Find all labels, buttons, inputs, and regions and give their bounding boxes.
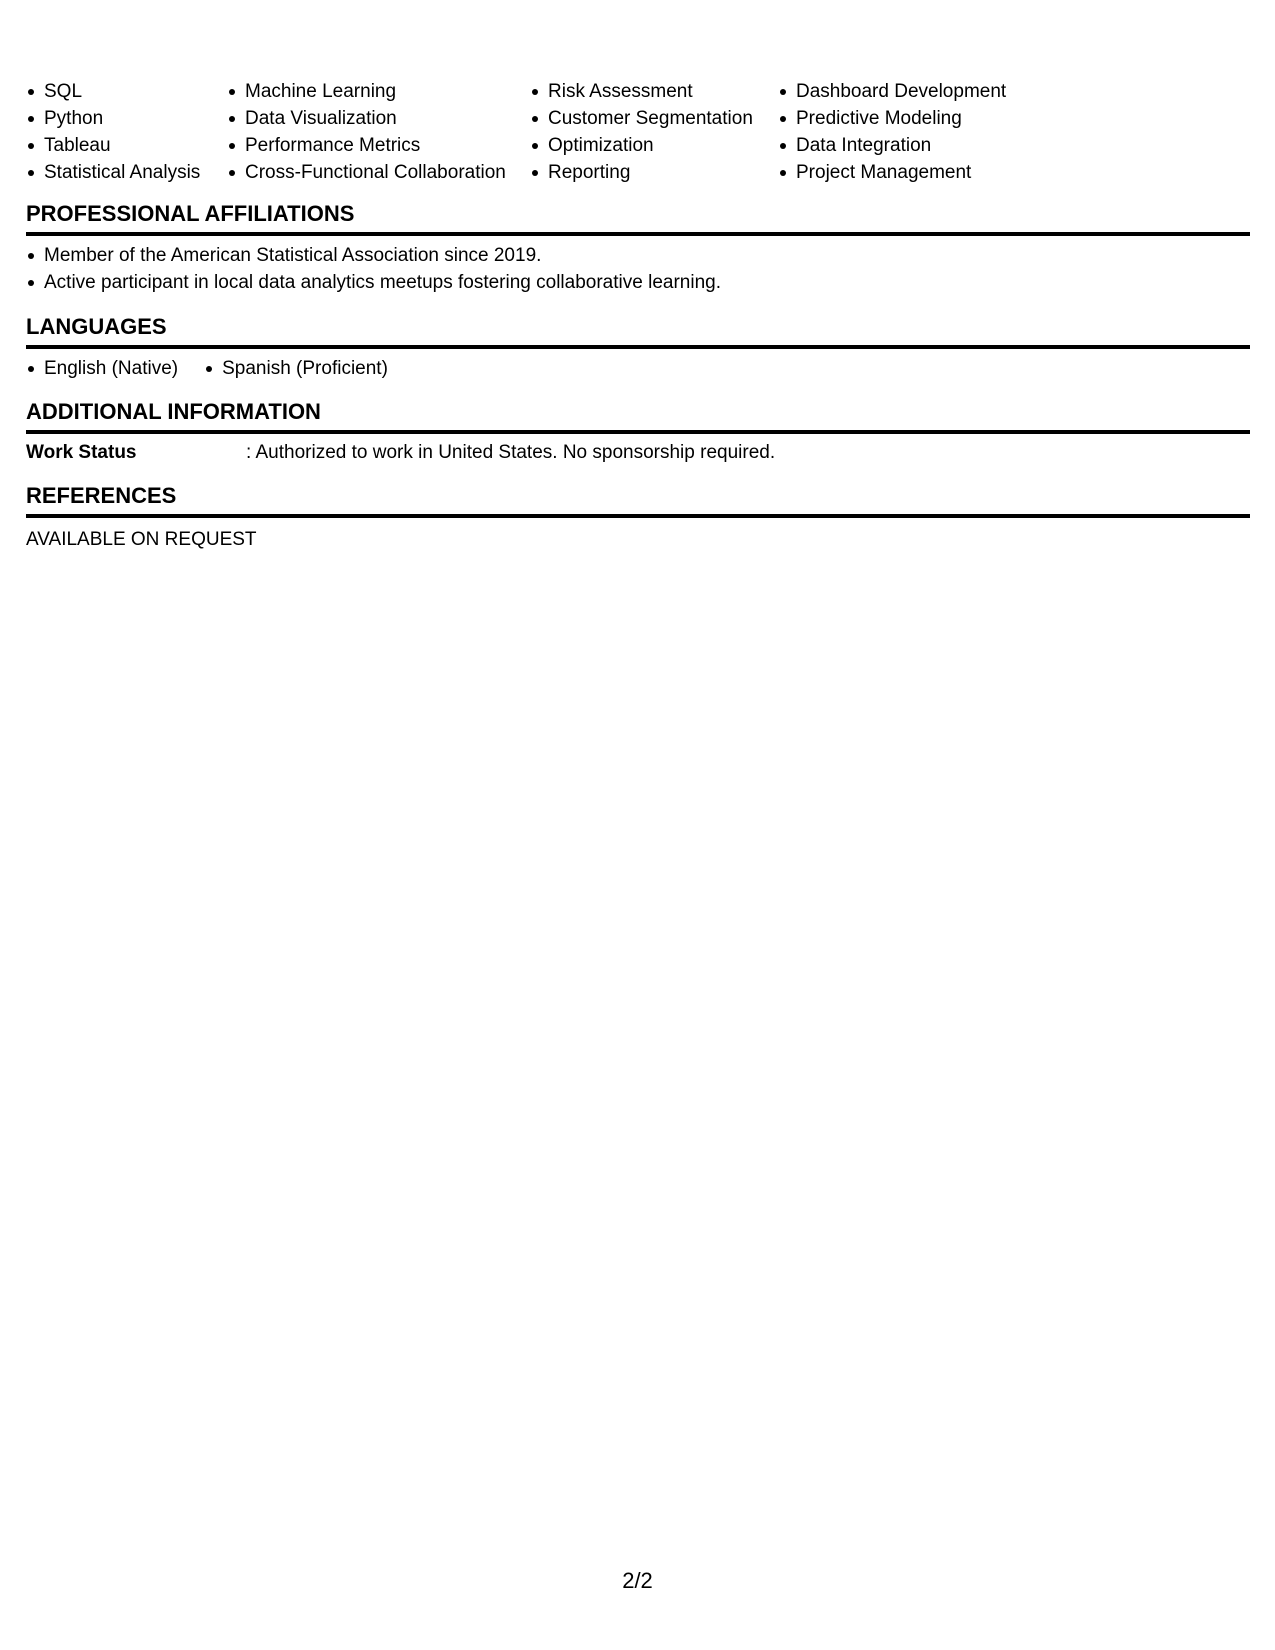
work-status-label: Work Status <box>26 442 137 463</box>
skill-item: Optimization <box>530 132 778 159</box>
language-item: Spanish (Proficient) <box>204 355 388 382</box>
skill-item: Customer Segmentation <box>530 105 778 132</box>
skill-item: Risk Assessment <box>530 78 778 105</box>
skill-item: Performance Metrics <box>227 132 530 159</box>
skills-column-2 <box>227 78 530 186</box>
skills-column-3 <box>530 78 778 186</box>
skill-item: Statistical Analysis <box>26 159 227 186</box>
skill-item: Dashboard Development <box>778 78 1078 105</box>
languages-list <box>26 355 1250 382</box>
language-item: English (Native) <box>26 355 178 382</box>
skill-item: Machine Learning <box>227 78 530 105</box>
skill-item: Data Integration <box>778 132 1078 159</box>
skill-item: Data Visualization <box>227 105 530 132</box>
skills-grid <box>26 78 1250 186</box>
affiliations-heading: PROFESSIONAL AFFILIATIONS <box>26 200 1250 236</box>
work-status-row <box>26 439 1250 466</box>
affiliation-item: Active participant in local data analytics meetups fostering collaborative learning. <box>26 269 1250 296</box>
skill-item: Project Management <box>778 159 1078 186</box>
skills-column-4 <box>778 78 1078 186</box>
skill-item: Tableau <box>26 132 227 159</box>
affiliation-item: Member of the American Statistical Association since 2019. <box>26 242 1250 269</box>
skill-item: SQL <box>26 78 227 105</box>
skill-item: Cross-Functional Collaboration <box>227 159 530 186</box>
additional-info-heading: ADDITIONAL INFORMATION <box>26 398 1250 434</box>
page-number: 2/2 <box>622 1568 653 1593</box>
skill-item: Predictive Modeling <box>778 105 1078 132</box>
resume-page <box>26 78 1250 553</box>
skills-column-1 <box>26 78 227 186</box>
references-text: AVAILABLE ON REQUEST <box>26 529 257 550</box>
references-heading: REFERENCES <box>26 482 1250 518</box>
languages-heading: LANGUAGES <box>26 313 1250 349</box>
work-status-value: : Authorized to work in United States. No sponsorship required. <box>246 442 776 463</box>
affiliations-list <box>26 242 1250 296</box>
skill-item: Python <box>26 105 227 132</box>
skill-item: Reporting <box>530 159 778 186</box>
